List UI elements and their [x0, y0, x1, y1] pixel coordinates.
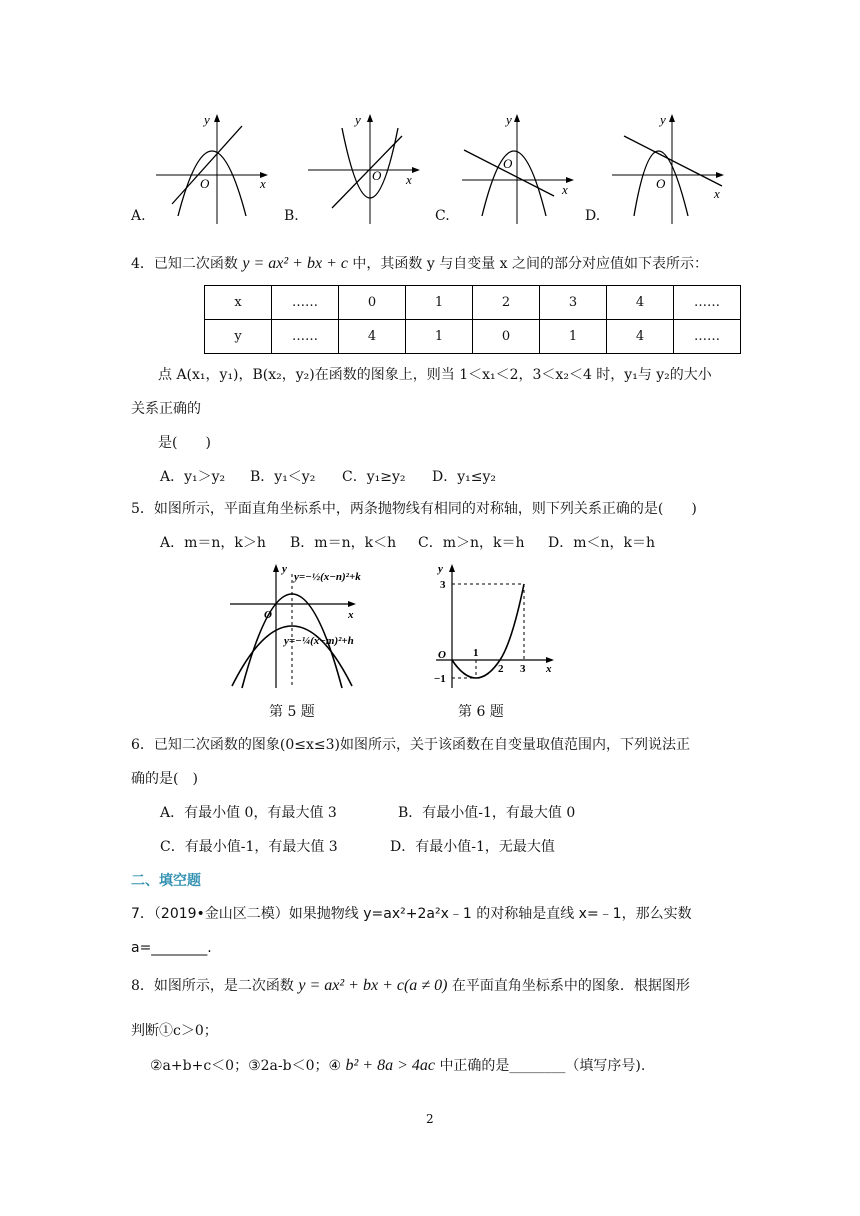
q6-y-label: y [438, 563, 443, 575]
q5-graph [226, 560, 366, 690]
q3d-y-label: y [660, 112, 666, 127]
q3-graph-d [606, 108, 731, 226]
q7-line1: 7．（2019•金山区二模）如果抛物线 y=ax²+2a²x﹣1 的对称轴是直线 x=﹣1，那么实数 [131, 906, 692, 922]
q4-line3: 是( ) [158, 435, 211, 451]
q6-x-label: x [546, 663, 552, 675]
q3c-origin: O [503, 156, 513, 171]
q3-option-c-label: C. [435, 208, 450, 224]
q8-formula: y = ax² + bx + c(a ≠ 0) [298, 977, 448, 994]
q8-line3-suffix: 中正确的是________（填写序号). [439, 1058, 646, 1074]
q6-tick-neg1: −1 [434, 673, 446, 685]
q5-option-a: A．m＝n，k＞h [160, 535, 266, 551]
q3a-x-label: x [260, 176, 266, 191]
q5-origin: O [264, 609, 272, 621]
q7-line2: a=________. [131, 940, 212, 956]
q6-tick-1: 1 [473, 647, 479, 659]
table-cell: …… [674, 286, 741, 320]
q4-option-a: A．y₁＞y₂ [160, 469, 226, 485]
q5-caption: 第 5 题 [269, 704, 315, 720]
q3-graph-a [150, 108, 275, 226]
q5-eq-bottom: y=−¼(x−m)²+h [284, 635, 354, 647]
q4-line1: 点 A(x₁，y₁)，B(x₂，y₂)在函数的图象上，则当 1＜x₁＜2，3＜x₂＜4 时，y₁与 y₂的大小 [158, 367, 712, 383]
table-cell: 2 [473, 286, 540, 320]
q3-option-b-label: B. [284, 208, 299, 224]
q4-stem-prefix: 4．已知二次函数 [131, 256, 238, 272]
table-cell: x [205, 286, 272, 320]
table-cell: 0 [473, 320, 540, 354]
q6-tick-2: 2 [498, 663, 504, 675]
q4-stem [131, 253, 708, 273]
table-cell: 1 [540, 320, 607, 354]
q3b-y-label: y [355, 112, 361, 127]
q3b-x-label: x [406, 172, 412, 187]
q6-tick-3y: 3 [440, 579, 446, 591]
table-cell: 1 [406, 286, 473, 320]
q6-line1: 6．已知二次函数的图象(0≤x≤3)如图所示，关于该函数在自变量取值范围内，下列说法正 [131, 737, 690, 753]
q8-line3-prefix: ②a+b+c＜0；③2a-b＜0；④ [150, 1058, 342, 1074]
q3a-origin: O [200, 176, 210, 191]
table-cell: 0 [339, 286, 406, 320]
q3d-origin: O [656, 176, 666, 191]
q6-line2: 确的是( ) [131, 771, 198, 787]
table-cell: …… [272, 286, 339, 320]
q3c-x-label: x [562, 182, 568, 197]
table-cell: y [205, 320, 272, 354]
q3b-origin: O [372, 168, 382, 183]
q5-stem: 5．如图所示，平面直角坐标系中，两条抛物线有相同的对称轴，则下列关系正确的是( ) [131, 501, 697, 517]
table-cell: 4 [607, 286, 674, 320]
table-cell: …… [272, 320, 339, 354]
q5-option-c: C．m＞n，k＝h [418, 535, 525, 551]
q3-option-a-label: A. [131, 208, 146, 224]
q8-line1-prefix: 8．如图所示，是二次函数 [131, 978, 294, 994]
q6-graph [432, 560, 562, 690]
table-row [205, 320, 741, 354]
table-cell: 4 [339, 320, 406, 354]
q8-formula2: b² + 8a > 4ac [345, 1057, 435, 1074]
q6-option-c: C．有最小值-1，有最大值 3 [160, 839, 338, 855]
page-number: 2 [426, 1112, 434, 1126]
section-heading: 二、填空题 [131, 873, 201, 889]
q4-option-c: C．y₁≥y₂ [342, 469, 406, 485]
q6-tick-3x: 3 [520, 663, 526, 675]
q3a-y-label: y [204, 112, 210, 127]
q6-option-a: A．有最小值 0，有最大值 3 [160, 805, 337, 821]
table-cell: 3 [540, 286, 607, 320]
q4-stem-suffix: 中，其函数 y 与自变量 x 之间的部分对应值如下表所示： [352, 256, 709, 272]
q5-eq-top: y=−½(x−n)²+k [294, 571, 361, 583]
q4-line2: 关系正确的 [131, 401, 201, 417]
table-cell: 1 [406, 320, 473, 354]
q8-line1-suffix: 在平面直角坐标系中的图象．根据图形 [451, 978, 690, 994]
table-cell: …… [674, 320, 741, 354]
q5-option-d: D．m＜n，k＝h [548, 535, 656, 551]
q3d-x-label: x [714, 186, 720, 201]
q5-option-b: B．m＝n，k＜h [290, 535, 397, 551]
q6-origin: O [438, 649, 446, 661]
table-cell: 4 [607, 320, 674, 354]
q4-option-d: D．y₁≤y₂ [432, 469, 496, 485]
q6-option-d: D．有最小值-1，无最大值 [390, 839, 555, 855]
q4-option-b: B．y₁＜y₂ [250, 469, 316, 485]
q3-graph-b [302, 108, 427, 226]
q6-option-b: B．有最小值-1，有最大值 0 [398, 805, 576, 821]
q6-caption: 第 6 题 [458, 704, 504, 720]
q3-graph-c [456, 108, 581, 226]
q3-option-d-label: D. [585, 208, 601, 224]
q8-line1 [131, 975, 690, 995]
q3c-y-label: y [506, 112, 512, 127]
table-row [205, 286, 741, 320]
q4-value-table [204, 285, 741, 354]
q8-line2: 判断①c＞0； [131, 1023, 218, 1039]
q5-y-label: y [282, 563, 287, 575]
q5-x-label: x [348, 609, 354, 621]
q4-formula: y = ax² + bx + c [242, 255, 348, 272]
q8-line3 [150, 1055, 645, 1075]
